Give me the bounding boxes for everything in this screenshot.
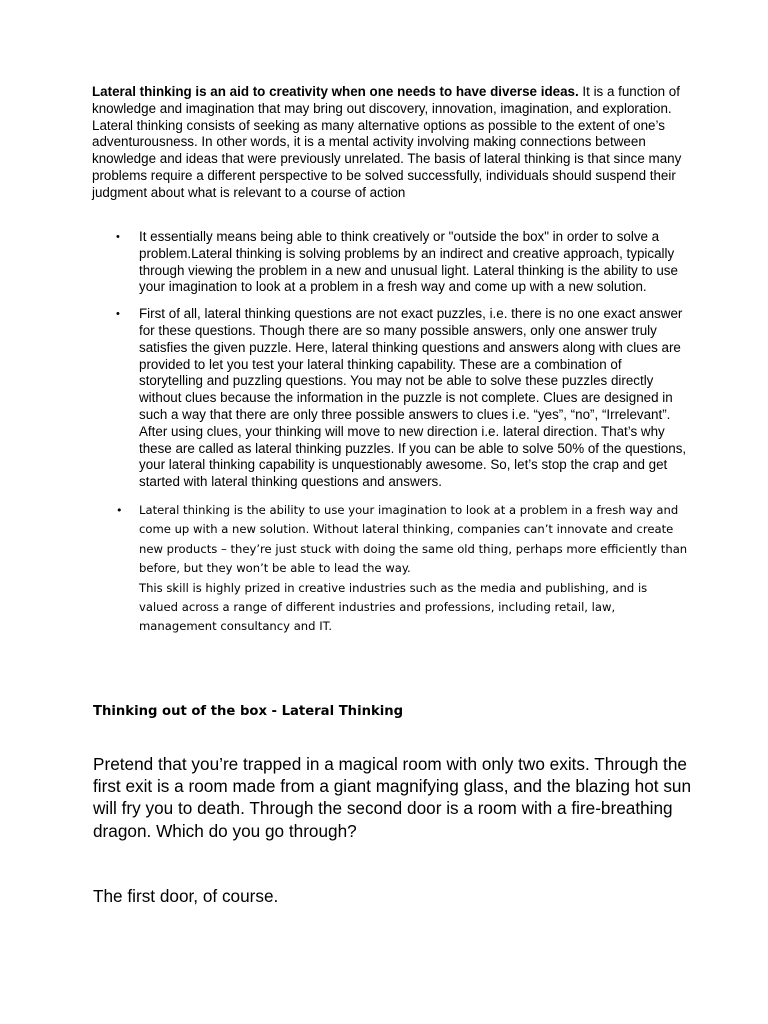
bullet-item-1 <box>108 229 688 296</box>
bullet-item-3 <box>108 501 688 637</box>
bullet-item-1-text: It essentially means being able to think creatively or "outside the box" in order to solve a problem.Lateral thinking is solving problems by an indirect and creative approach, typically through viewing the problem in a new and unusual light. Lateral thinking is the ability to use your imagination to look at a problem in a fresh way and come up with a new solution. <box>139 229 678 295</box>
bullet-list <box>108 229 688 647</box>
bullet-marker: • <box>116 503 123 517</box>
riddle-lead: Pretend that you’re trapped in a magical room with only two exits. <box>93 754 590 774</box>
riddle-body: Through the first exit is a room made from a giant magnifying glass, and the blazing hot sun will fry you to death. Through the second door is a room with a fire-breathing dragon. Which do you go through? <box>93 754 692 841</box>
bullet-item-2 <box>108 306 688 491</box>
bullet-item-3-text-2: This skill is highly prized in creative industries such as the media and publishing, and is valued across a range of different industries and professions, including retail, law, management consultancy and IT. <box>139 580 648 634</box>
intro-body-text: It is a function of knowledge and imagination that may bring out discovery, innovation, imagination, and exploration. Lateral thinking consists of seeking as many alternative options as possible to the extent of one’s adventurousness. In other words, it is a mental activity involving making connections between knowledge and ideas that were previously unrelated. The basis of lateral thinking is that since many problems require a different perspective to be solved successfully, individuals should suspend their judgment about what is relevant to a course of action <box>92 84 682 200</box>
intro-lead-sentence: Lateral thinking is an aid to creativity when one needs to have diverse ideas. <box>92 84 579 99</box>
intro-paragraph <box>92 84 688 202</box>
bullet-item-2-text: First of all, lateral thinking questions are not exact puzzles, i.e. there is no one exact answer for these questions. Though there are so many possible answers, only one answer truly satisfies the given puzzle. Here, lateral thinking questions and answers along with clues are provided to let you test your lateral thinking capability. These are a combination of storytelling and puzzling questions. You may not be able to solve these puzzles directly without clues because the information in the puzzle is not complete. Clues are designed in such a way that there are only three possible answers to clues i.e. “yes”, “no”, “Irrelevant”. After using clues, your thinking will move to new direction i.e. lateral direction. That’s why these are called as lateral thinking puzzles. If you can be able to solve 50% of the questions, your lateral thinking capability is unquestionably awesome. So, let’s stop the crap and get started with lateral thinking questions and answers. <box>139 306 687 490</box>
bullet-marker: • <box>116 308 120 321</box>
riddle-answer: The first door, of course. <box>93 886 279 906</box>
section-heading: Thinking out of the box - Lateral Thinking <box>93 704 404 719</box>
bullet-item-3-text: Lateral thinking is the ability to use your imagination to look at a problem in a fresh way and come up with a new solution. Without lateral thinking, companies can’t innovate and create new products – they’re just stuck with doing the same old thing, perhaps more efficiently than before, but they won’t be able to lead the way. <box>139 502 688 576</box>
bullet-marker: • <box>116 231 120 243</box>
riddle-paragraph <box>93 753 693 842</box>
